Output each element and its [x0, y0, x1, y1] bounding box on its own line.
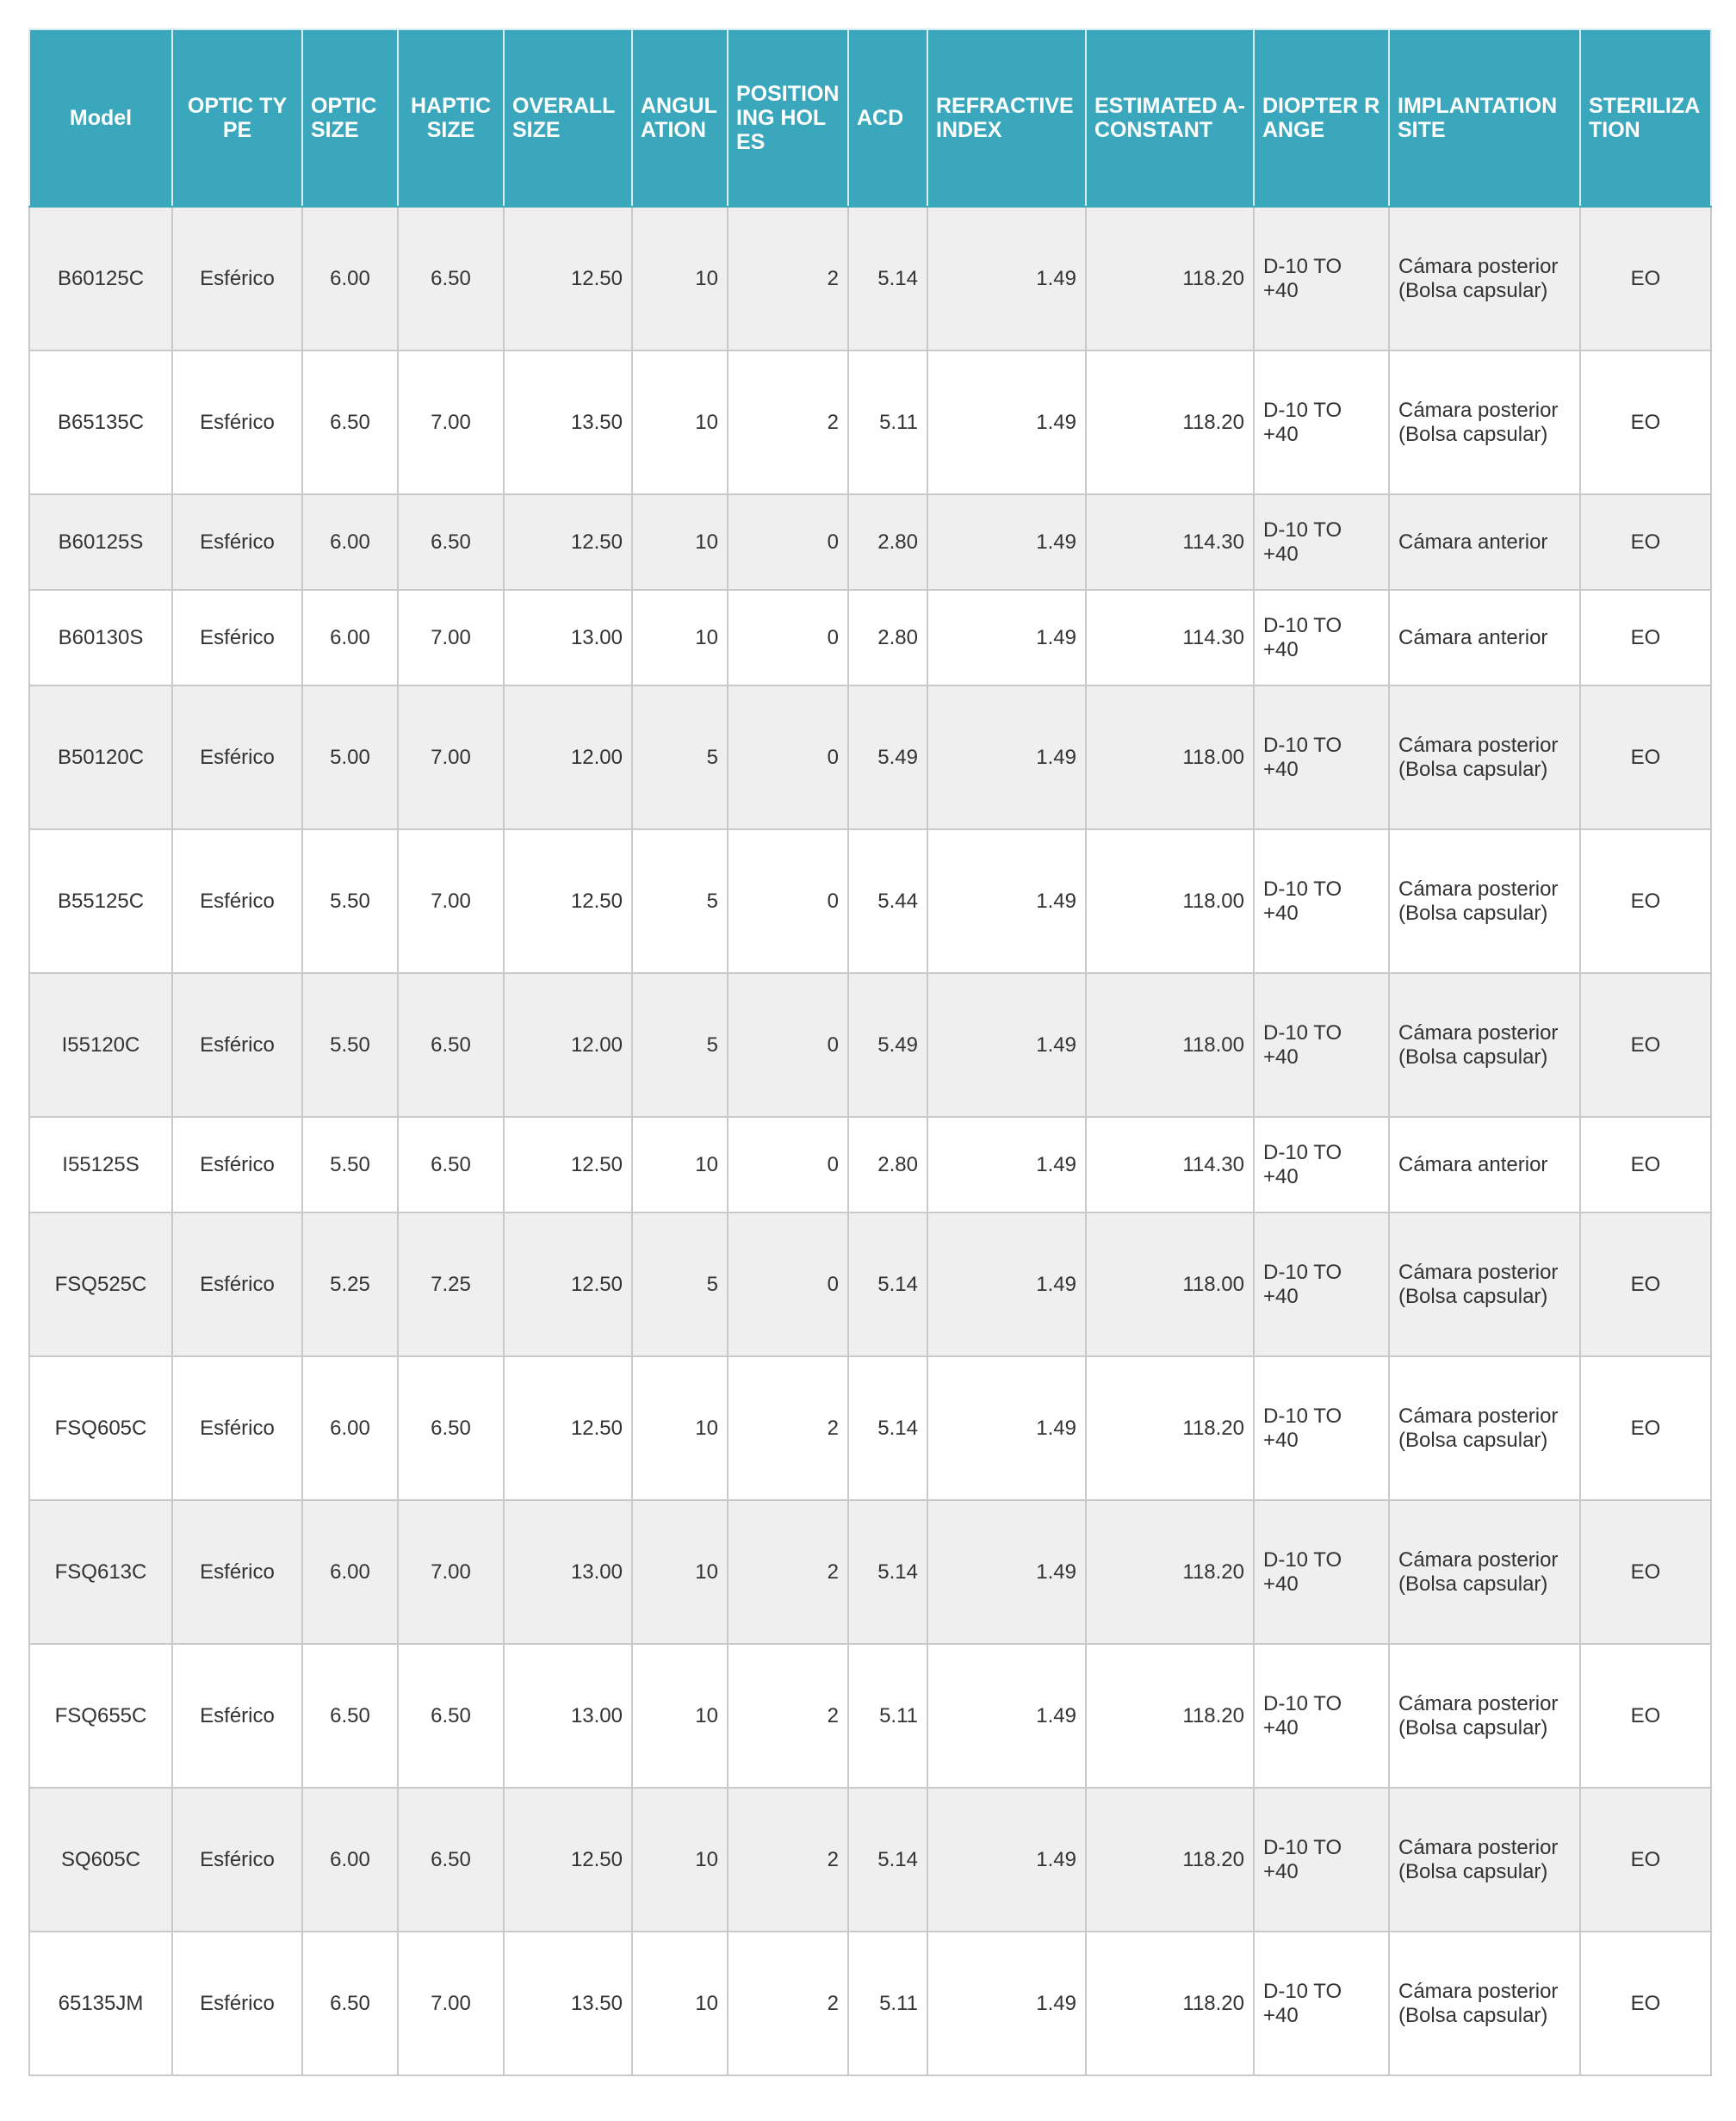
header-haptic-size: HAPTIC SIZE [398, 29, 504, 207]
implantation-site-cell: Cámara posterior (Bolsa capsular) [1389, 1212, 1580, 1356]
haptic-size-cell: 7.00 [398, 1932, 504, 2075]
refractive-index-cell: 1.49 [927, 1500, 1086, 1644]
refractive-index-cell: 1.49 [927, 685, 1086, 829]
diopter-range-cell: D-10 TO +40 [1254, 590, 1389, 685]
diopter-range-cell: D-10 TO +40 [1254, 685, 1389, 829]
implantation-site-cell: Cámara posterior (Bolsa capsular) [1389, 207, 1580, 350]
refractive-index-cell: 1.49 [927, 207, 1086, 350]
a-constant-cell: 118.20 [1086, 1788, 1254, 1932]
positioning-holes-cell: 0 [728, 590, 848, 685]
optic-size-cell: 6.00 [302, 590, 398, 685]
positioning-holes-cell: 2 [728, 1644, 848, 1788]
implantation-site-cell: Cámara posterior (Bolsa capsular) [1389, 1932, 1580, 2075]
diopter-range-cell: D-10 TO +40 [1254, 494, 1389, 590]
implantation-site-cell: Cámara posterior (Bolsa capsular) [1389, 1788, 1580, 1932]
header-row [29, 29, 1711, 207]
acd-cell: 5.49 [848, 973, 927, 1117]
diopter-range-cell: D-10 TO +40 [1254, 829, 1389, 973]
optic-size-cell: 6.00 [302, 1356, 398, 1500]
implantation-site-cell: Cámara posterior (Bolsa capsular) [1389, 973, 1580, 1117]
acd-cell: 2.80 [848, 590, 927, 685]
diopter-range-cell: D-10 TO +40 [1254, 973, 1389, 1117]
optic-type-cell: Esférico [172, 1212, 302, 1356]
table-body [29, 207, 1711, 2075]
acd-cell: 5.14 [848, 1356, 927, 1500]
positioning-holes-cell: 2 [728, 1500, 848, 1644]
overall-size-cell: 13.00 [504, 590, 632, 685]
table-row [29, 1932, 1711, 2075]
acd-cell: 5.44 [848, 829, 927, 973]
positioning-holes-cell: 0 [728, 494, 848, 590]
model-cell: FSQ525C [29, 1212, 172, 1356]
sterilization-cell: EO [1580, 1500, 1711, 1644]
sterilization-cell: EO [1580, 829, 1711, 973]
table-row [29, 350, 1711, 494]
diopter-range-cell: D-10 TO +40 [1254, 207, 1389, 350]
implantation-site-cell: Cámara anterior [1389, 1117, 1580, 1212]
angulation-cell: 10 [632, 1644, 728, 1788]
acd-cell: 5.49 [848, 685, 927, 829]
implantation-site-cell: Cámara anterior [1389, 494, 1580, 590]
optic-size-cell: 5.50 [302, 973, 398, 1117]
positioning-holes-cell: 0 [728, 829, 848, 973]
optic-size-cell: 6.50 [302, 1932, 398, 2075]
overall-size-cell: 12.00 [504, 685, 632, 829]
spec-table [28, 28, 1712, 2076]
refractive-index-cell: 1.49 [927, 1932, 1086, 2075]
diopter-range-cell: D-10 TO +40 [1254, 1788, 1389, 1932]
haptic-size-cell: 7.00 [398, 590, 504, 685]
header-positioning-holes: POSITION ING HOLES [728, 29, 848, 207]
positioning-holes-cell: 2 [728, 207, 848, 350]
a-constant-cell: 118.00 [1086, 829, 1254, 973]
overall-size-cell: 13.00 [504, 1644, 632, 1788]
implantation-site-cell: Cámara posterior (Bolsa capsular) [1389, 350, 1580, 494]
angulation-cell: 10 [632, 494, 728, 590]
table-row [29, 973, 1711, 1117]
optic-size-cell: 6.00 [302, 494, 398, 590]
a-constant-cell: 118.20 [1086, 1932, 1254, 2075]
haptic-size-cell: 6.50 [398, 1117, 504, 1212]
table-row [29, 590, 1711, 685]
header-overall-size: OVERALL SIZE [504, 29, 632, 207]
diopter-range-cell: D-10 TO +40 [1254, 1932, 1389, 2075]
overall-size-cell: 12.00 [504, 973, 632, 1117]
optic-type-cell: Esférico [172, 973, 302, 1117]
positioning-holes-cell: 2 [728, 1356, 848, 1500]
overall-size-cell: 12.50 [504, 494, 632, 590]
angulation-cell: 10 [632, 1356, 728, 1500]
optic-type-cell: Esférico [172, 1356, 302, 1500]
haptic-size-cell: 7.00 [398, 1500, 504, 1644]
refractive-index-cell: 1.49 [927, 1644, 1086, 1788]
sterilization-cell: EO [1580, 1788, 1711, 1932]
header-optic-type: OPTIC TYPE [172, 29, 302, 207]
table-row [29, 829, 1711, 973]
refractive-index-cell: 1.49 [927, 1788, 1086, 1932]
refractive-index-cell: 1.49 [927, 494, 1086, 590]
optic-type-cell: Esférico [172, 1932, 302, 2075]
table-row [29, 1356, 1711, 1500]
angulation-cell: 10 [632, 1932, 728, 2075]
acd-cell: 5.14 [848, 1788, 927, 1932]
optic-type-cell: Esférico [172, 207, 302, 350]
header-a-constant: ESTIMATED A-CONSTANT [1086, 29, 1254, 207]
table-row [29, 1212, 1711, 1356]
overall-size-cell: 12.50 [504, 1356, 632, 1500]
model-cell: SQ605C [29, 1788, 172, 1932]
implantation-site-cell: Cámara posterior (Bolsa capsular) [1389, 685, 1580, 829]
optic-size-cell: 6.00 [302, 1788, 398, 1932]
haptic-size-cell: 6.50 [398, 494, 504, 590]
refractive-index-cell: 1.49 [927, 1212, 1086, 1356]
a-constant-cell: 118.00 [1086, 973, 1254, 1117]
header-refractive-index: REFRACTIVE INDEX [927, 29, 1086, 207]
overall-size-cell: 12.50 [504, 1117, 632, 1212]
a-constant-cell: 118.20 [1086, 207, 1254, 350]
table-row [29, 207, 1711, 350]
table-row [29, 494, 1711, 590]
implantation-site-cell: Cámara anterior [1389, 590, 1580, 685]
model-cell: FSQ655C [29, 1644, 172, 1788]
header-sterilization: STERILIZA TION [1580, 29, 1711, 207]
diopter-range-cell: D-10 TO +40 [1254, 1644, 1389, 1788]
acd-cell: 5.11 [848, 1932, 927, 2075]
optic-type-cell: Esférico [172, 685, 302, 829]
haptic-size-cell: 6.50 [398, 1644, 504, 1788]
model-cell: B50120C [29, 685, 172, 829]
a-constant-cell: 118.00 [1086, 1212, 1254, 1356]
angulation-cell: 5 [632, 1212, 728, 1356]
optic-type-cell: Esférico [172, 494, 302, 590]
angulation-cell: 10 [632, 590, 728, 685]
sterilization-cell: EO [1580, 685, 1711, 829]
sterilization-cell: EO [1580, 973, 1711, 1117]
table-row [29, 1117, 1711, 1212]
sterilization-cell: EO [1580, 1932, 1711, 2075]
haptic-size-cell: 6.50 [398, 1356, 504, 1500]
refractive-index-cell: 1.49 [927, 973, 1086, 1117]
overall-size-cell: 12.50 [504, 1788, 632, 1932]
optic-size-cell: 6.00 [302, 1500, 398, 1644]
positioning-holes-cell: 0 [728, 685, 848, 829]
refractive-index-cell: 1.49 [927, 590, 1086, 685]
implantation-site-cell: Cámara posterior (Bolsa capsular) [1389, 829, 1580, 973]
table-row [29, 1788, 1711, 1932]
acd-cell: 2.80 [848, 1117, 927, 1212]
acd-cell: 5.14 [848, 1212, 927, 1356]
model-cell: FSQ605C [29, 1356, 172, 1500]
diopter-range-cell: D-10 TO +40 [1254, 1500, 1389, 1644]
a-constant-cell: 118.20 [1086, 1356, 1254, 1500]
angulation-cell: 10 [632, 350, 728, 494]
model-cell: B60125C [29, 207, 172, 350]
table-row [29, 685, 1711, 829]
header-optic-size: OPTIC SIZE [302, 29, 398, 207]
optic-type-cell: Esférico [172, 1644, 302, 1788]
implantation-site-cell: Cámara posterior (Bolsa capsular) [1389, 1356, 1580, 1500]
angulation-cell: 10 [632, 1117, 728, 1212]
angulation-cell: 10 [632, 1500, 728, 1644]
haptic-size-cell: 7.00 [398, 685, 504, 829]
sterilization-cell: EO [1580, 1117, 1711, 1212]
optic-size-cell: 6.00 [302, 207, 398, 350]
sterilization-cell: EO [1580, 1356, 1711, 1500]
header-angulation: ANGUL ATION [632, 29, 728, 207]
angulation-cell: 5 [632, 973, 728, 1117]
acd-cell: 5.14 [848, 1500, 927, 1644]
table-row [29, 1644, 1711, 1788]
sterilization-cell: EO [1580, 207, 1711, 350]
a-constant-cell: 114.30 [1086, 1117, 1254, 1212]
overall-size-cell: 13.50 [504, 350, 632, 494]
overall-size-cell: 12.50 [504, 829, 632, 973]
positioning-holes-cell: 2 [728, 350, 848, 494]
a-constant-cell: 114.30 [1086, 590, 1254, 685]
table-row [29, 1500, 1711, 1644]
optic-type-cell: Esférico [172, 829, 302, 973]
haptic-size-cell: 6.50 [398, 973, 504, 1117]
sterilization-cell: EO [1580, 350, 1711, 494]
acd-cell: 5.11 [848, 1644, 927, 1788]
optic-type-cell: Esférico [172, 1117, 302, 1212]
refractive-index-cell: 1.49 [927, 829, 1086, 973]
sterilization-cell: EO [1580, 590, 1711, 685]
a-constant-cell: 118.00 [1086, 685, 1254, 829]
optic-type-cell: Esférico [172, 590, 302, 685]
sterilization-cell: EO [1580, 494, 1711, 590]
positioning-holes-cell: 0 [728, 1212, 848, 1356]
positioning-holes-cell: 2 [728, 1788, 848, 1932]
optic-size-cell: 5.50 [302, 1117, 398, 1212]
optic-size-cell: 6.50 [302, 350, 398, 494]
header-model: Model [29, 29, 172, 207]
refractive-index-cell: 1.49 [927, 1117, 1086, 1212]
diopter-range-cell: D-10 TO +40 [1254, 1117, 1389, 1212]
acd-cell: 5.11 [848, 350, 927, 494]
diopter-range-cell: D-10 TO +40 [1254, 350, 1389, 494]
overall-size-cell: 13.50 [504, 1932, 632, 2075]
acd-cell: 2.80 [848, 494, 927, 590]
implantation-site-cell: Cámara posterior (Bolsa capsular) [1389, 1644, 1580, 1788]
optic-size-cell: 5.00 [302, 685, 398, 829]
header-implantation-site: IMPLANTATION SITE [1389, 29, 1580, 207]
diopter-range-cell: D-10 TO +40 [1254, 1356, 1389, 1500]
implantation-site-cell: Cámara posterior (Bolsa capsular) [1389, 1500, 1580, 1644]
optic-type-cell: Esférico [172, 350, 302, 494]
angulation-cell: 5 [632, 829, 728, 973]
model-cell: 65135JM [29, 1932, 172, 2075]
refractive-index-cell: 1.49 [927, 350, 1086, 494]
model-cell: I55125S [29, 1117, 172, 1212]
positioning-holes-cell: 0 [728, 1117, 848, 1212]
model-cell: B55125C [29, 829, 172, 973]
angulation-cell: 10 [632, 1788, 728, 1932]
header-diopter-range: DIOPTER RANGE [1254, 29, 1389, 207]
haptic-size-cell: 6.50 [398, 1788, 504, 1932]
a-constant-cell: 118.20 [1086, 1500, 1254, 1644]
model-cell: B60125S [29, 494, 172, 590]
header-acd: ACD [848, 29, 927, 207]
sterilization-cell: EO [1580, 1212, 1711, 1356]
angulation-cell: 5 [632, 685, 728, 829]
model-cell: B65135C [29, 350, 172, 494]
a-constant-cell: 118.20 [1086, 1644, 1254, 1788]
optic-size-cell: 5.50 [302, 829, 398, 973]
a-constant-cell: 114.30 [1086, 494, 1254, 590]
model-cell: I55120C [29, 973, 172, 1117]
optic-type-cell: Esférico [172, 1788, 302, 1932]
sterilization-cell: EO [1580, 1644, 1711, 1788]
overall-size-cell: 13.00 [504, 1500, 632, 1644]
angulation-cell: 10 [632, 207, 728, 350]
optic-size-cell: 5.25 [302, 1212, 398, 1356]
overall-size-cell: 12.50 [504, 207, 632, 350]
optic-type-cell: Esférico [172, 1500, 302, 1644]
haptic-size-cell: 7.00 [398, 350, 504, 494]
model-cell: B60130S [29, 590, 172, 685]
haptic-size-cell: 7.25 [398, 1212, 504, 1356]
diopter-range-cell: D-10 TO +40 [1254, 1212, 1389, 1356]
a-constant-cell: 118.20 [1086, 350, 1254, 494]
positioning-holes-cell: 2 [728, 1932, 848, 2075]
positioning-holes-cell: 0 [728, 973, 848, 1117]
model-cell: FSQ613C [29, 1500, 172, 1644]
haptic-size-cell: 7.00 [398, 829, 504, 973]
haptic-size-cell: 6.50 [398, 207, 504, 350]
acd-cell: 5.14 [848, 207, 927, 350]
refractive-index-cell: 1.49 [927, 1356, 1086, 1500]
overall-size-cell: 12.50 [504, 1212, 632, 1356]
optic-size-cell: 6.50 [302, 1644, 398, 1788]
